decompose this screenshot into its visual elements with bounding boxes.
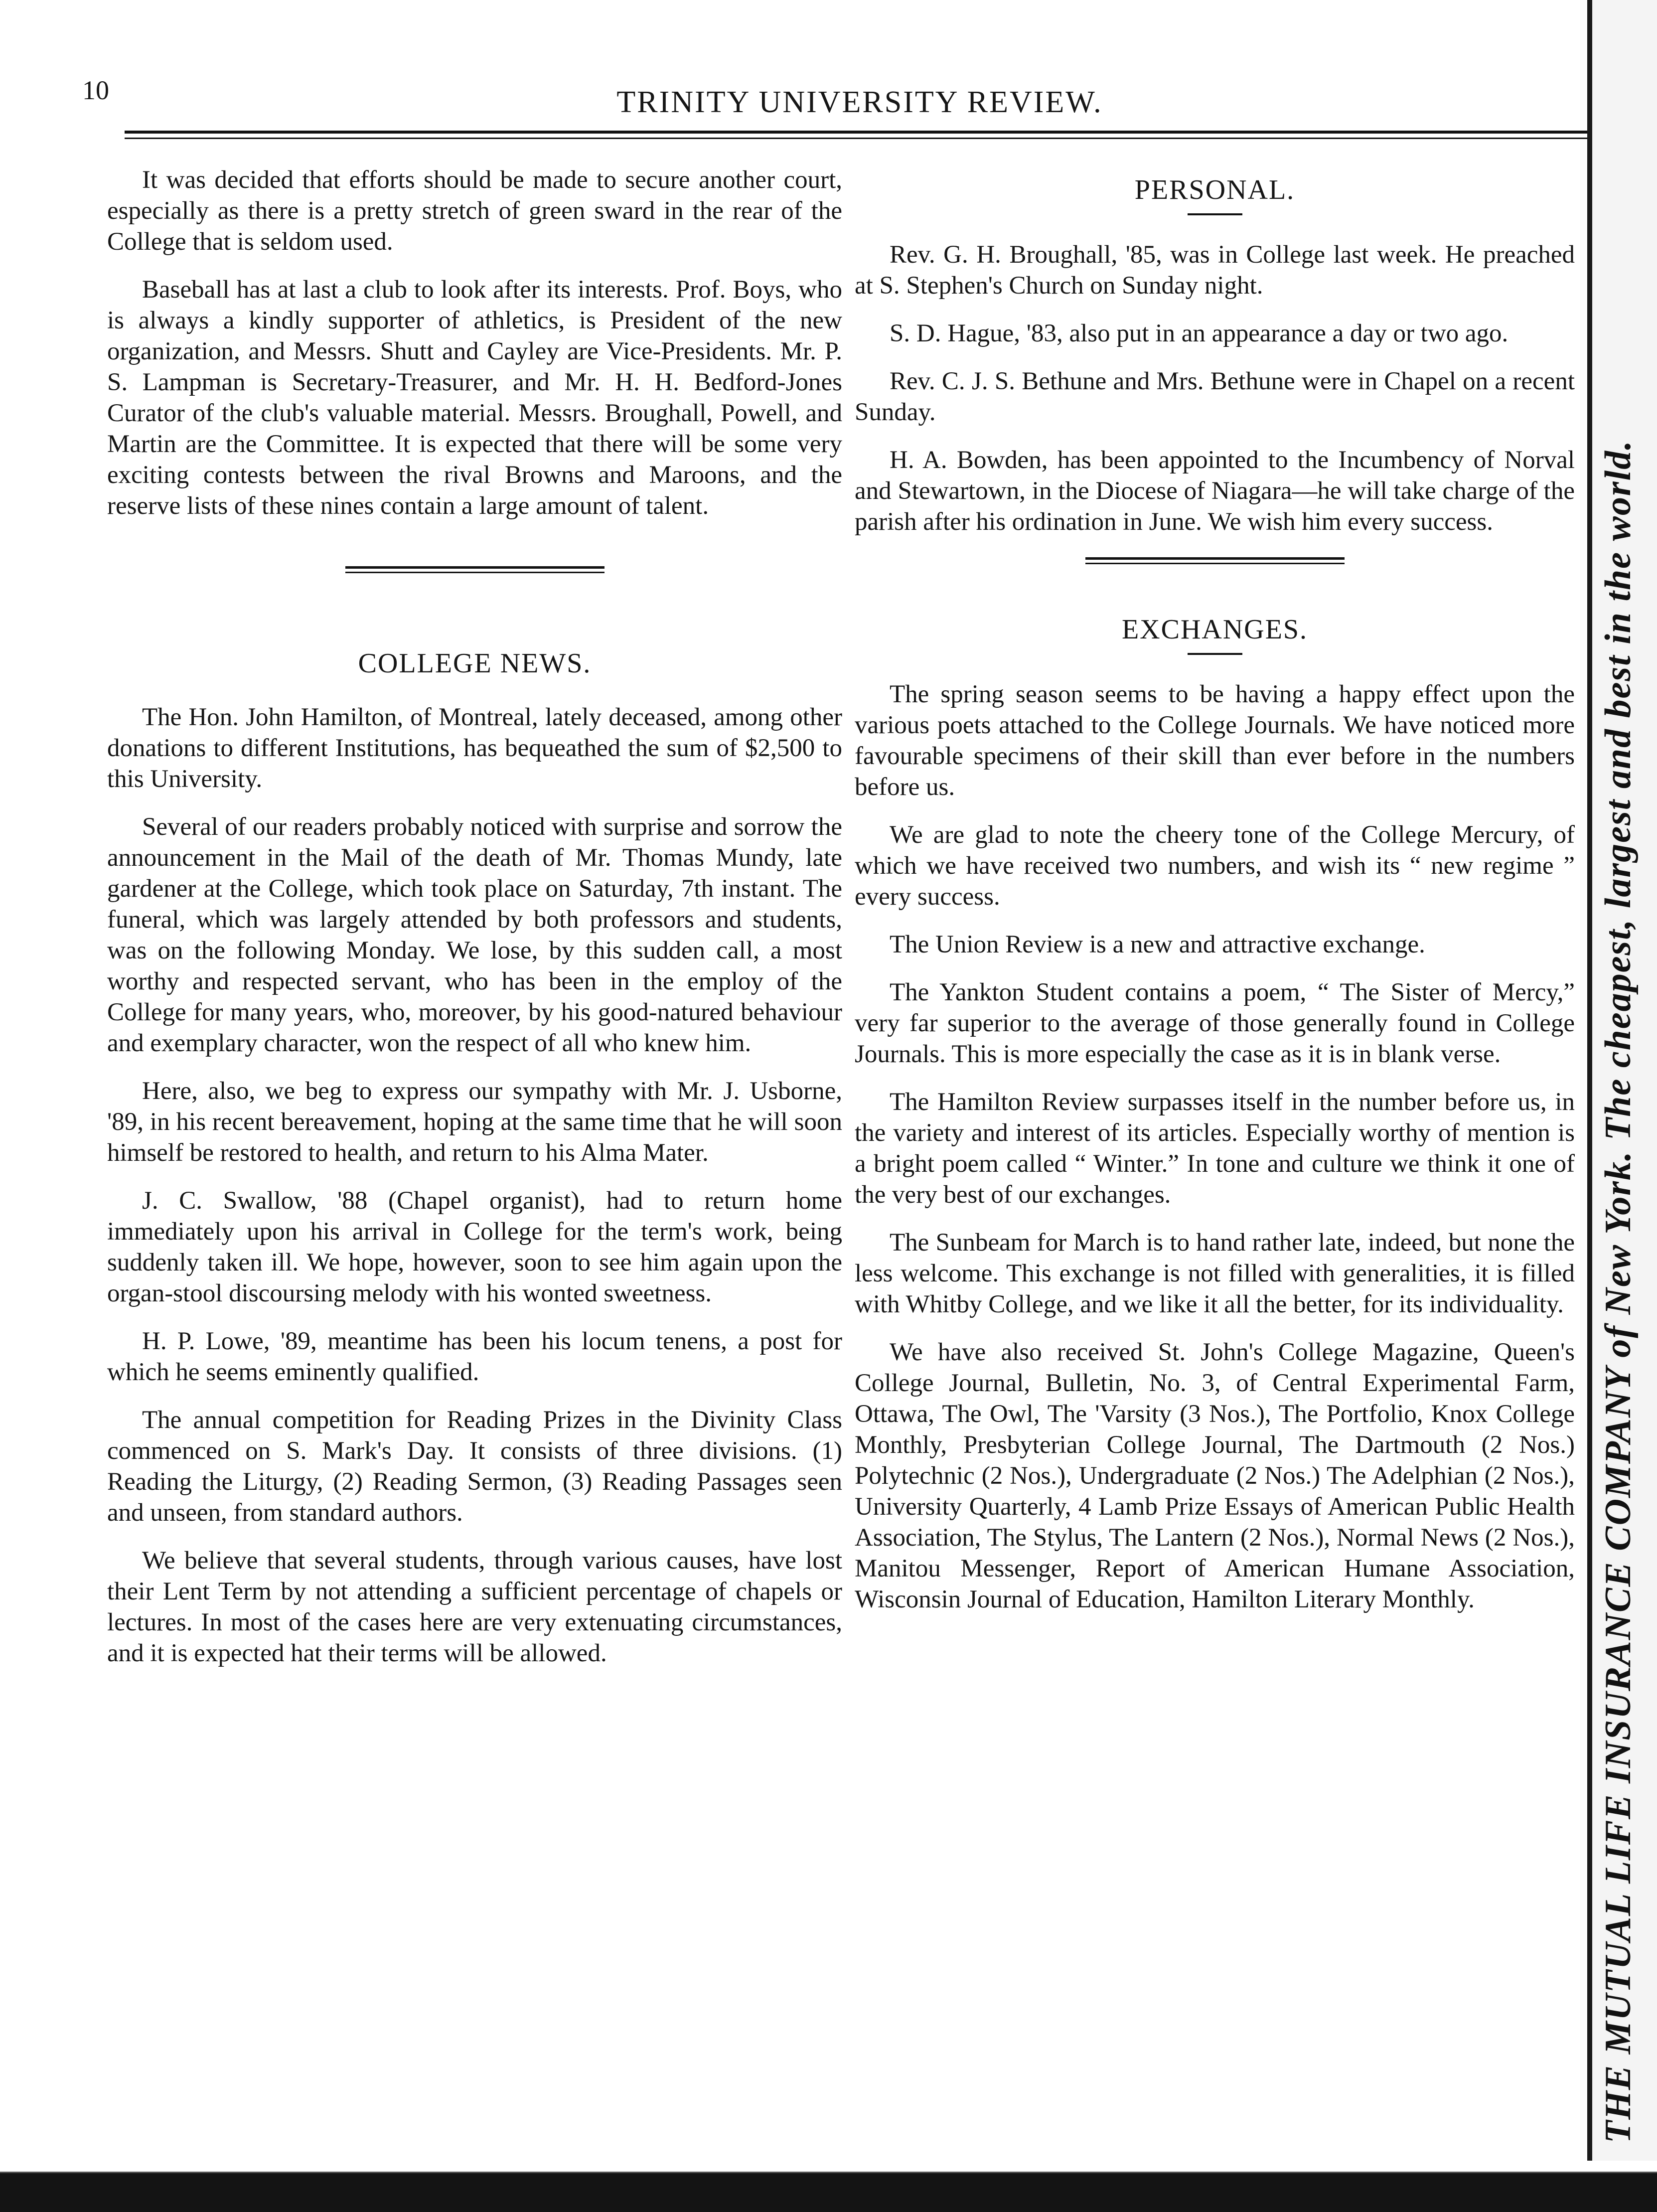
section-divider bbox=[1085, 557, 1345, 564]
margin-advertisement: THE MUTUAL LIFE INSURANCE COMPANY of New York. The cheapest, largest and best in the world. bbox=[1598, 440, 1639, 2143]
article-paragraph: It was decided that efforts should be made to secure another court, especially as there is a pretty stretch of green sward in the rear of the College that is seldom used. bbox=[107, 166, 842, 256]
section-divider bbox=[345, 566, 604, 573]
exchanges-paragraph: We are glad to note the cheery tone of the College Mercury, of which we have received two numbers, and wish its “ new regime ” every success. bbox=[855, 821, 1575, 911]
heading-dash bbox=[1188, 653, 1242, 655]
exchanges-heading: EXCHANGES. bbox=[1121, 614, 1308, 645]
exchanges-paragraph: The Union Review is a new and attractive exchange. bbox=[890, 931, 1425, 958]
news-paragraph: H. P. Lowe, '89, meantime has been his locum tenens, a post for which he seems eminently qualified. bbox=[107, 1327, 842, 1386]
exchanges-paragraph: The Hamilton Review surpasses itself in the number before us, in the variety and interest of its articles. Especially worthy of mention is a bright poem called “ Winter.” In tone and culture we think it one of the very best of our exchanges. bbox=[855, 1088, 1575, 1209]
exchanges-paragraph: The Sunbeam for March is to hand rather late, indeed, but none the less welcome. This exchange is not filled with generalities, it is filled with Whitby College, and we like it all the better, for its individuality. bbox=[855, 1229, 1575, 1318]
news-paragraph: The annual competition for Reading Prizes in the Divinity Class commenced on S. Mark's Day. It consists of three divisions. (1) Reading the Liturgy, (2) Reading Sermon, (3) Reading Passages seen and unseen, from standard authors. bbox=[107, 1406, 842, 1527]
news-paragraph: We believe that several students, through various causes, have lost their Lent Term by not attending a sufficient percentage of chapels or lectures. In most of the cases here are very extenuating circumstances, and it is expected hat their terms will be allowed. bbox=[107, 1547, 842, 1667]
news-paragraph: Here, also, we beg to express our sympathy with Mr. J. Usborne, '89, in his recent bereavement, hoping at the same time that he will soon himself be restored to health, and return to his Alma Mater. bbox=[107, 1077, 842, 1167]
article-paragraph: Baseball has at last a club to look after its interests. Prof. Boys, who is always a kindly supporter of athletics, is President of the new organization, and Messrs. Shutt and Cayley are Vice-Presidents. Mr. P. S. Lampman is Secretary-Treasurer, and Mr. H. H. Bedford-Jones Curator of the club's valuable material. Messrs. Broughall, Powell, and Martin are the Committee. It is expected that there will be some very exciting contests between the rival Browns and Maroons, and the reserve lists of these nines contain a large amount of talent. bbox=[107, 276, 842, 520]
exchanges-paragraph: We have also received St. John's College Magazine, Queen's College Journal, Bulletin, No. 3, of Central Experimental Farm, Ottawa, The Owl, The 'Varsity (3 Nos.), The Portfolio, Knox College Monthly, Presbyterian College Journal, The Dartmouth (2 Nos.) Polytechnic (2 Nos.), Undergraduate (2 Nos.) The Adelphian (2 Nos.), University Quarterly, 4 Lamb Prize Essays of American Public Health Association, The Stylus, The Lantern (2 Nos.), Normal News (2 Nos.), Manitou Messenger, Report of American Humane Association, Wisconsin Journal of Education, Hamilton Literary Monthly. bbox=[855, 1338, 1575, 1613]
scan-bottom-edge bbox=[0, 2161, 1657, 2212]
news-paragraph: The Hon. John Hamilton, of Montreal, lately deceased, among other donations to different Institutions, has bequeathed the sum of $2,500 to this University. bbox=[107, 703, 842, 793]
personal-heading: PERSONAL. bbox=[1134, 174, 1295, 205]
left-column bbox=[107, 164, 842, 1686]
exchanges-paragraph: The spring season seems to be having a happy effect upon the various poets attached to the College Journals. We have noticed more favourable specimens of their skill than ever before in the numbers before us. bbox=[855, 680, 1575, 801]
personal-paragraph: Rev. G. H. Broughall, '85, was in College last week. He preached at S. Stephen's Church on Sunday night. bbox=[855, 241, 1575, 300]
personal-paragraph: S. D. Hague, '83, also put in an appearance a day or two ago. bbox=[890, 319, 1508, 347]
exchanges-paragraph: The Yankton Student contains a poem, “ The Sister of Mercy,” very far superior to the average of those generally found in College Journals. This is more especially the case as it is in blank verse. bbox=[855, 978, 1575, 1068]
heading-dash bbox=[1188, 213, 1242, 215]
running-title: TRINITY UNIVERSITY REVIEW. bbox=[616, 85, 1103, 119]
page-number: 10 bbox=[82, 75, 109, 105]
heading-spacer bbox=[448, 687, 502, 689]
personal-paragraph: Rev. C. J. S. Bethune and Mrs. Bethune were in Chapel on a recent Sunday. bbox=[855, 367, 1575, 426]
news-paragraph: J. C. Swallow, '88 (Chapel organist), had to return home immediately upon his arrival in College for the term's work, being suddenly taken ill. We hope, however, soon to see him again upon the organ-stool discoursing melody with his wonted sweetness. bbox=[107, 1187, 842, 1307]
header-rule bbox=[125, 131, 1590, 139]
right-column bbox=[855, 174, 1575, 1632]
page-bottom-margin bbox=[0, 2161, 1657, 2173]
college-news-heading: COLLEGE NEWS. bbox=[358, 648, 592, 679]
news-paragraph: Several of our readers probably noticed with surprise and sorrow the announcement in the Mail of the death of Mr. Thomas Mundy, late gardener at the College, which took place on Saturday, 7th instant. The funeral, which was largely attended by both professors and students, was on the following Monday. We lose, by this sudden call, a most worthy and respected servant, who has been in the employ of the College for many years, who, moreover, by his good-natured behaviour and exemplary character, won the respect of all who knew him. bbox=[107, 813, 842, 1057]
personal-paragraph: H. A. Bowden, has been appointed to the Incumbency of Norval and Stewartown, in the Diocese of Niagara—he will take charge of the parish after his ordination in June. We wish him every success. bbox=[855, 446, 1575, 536]
